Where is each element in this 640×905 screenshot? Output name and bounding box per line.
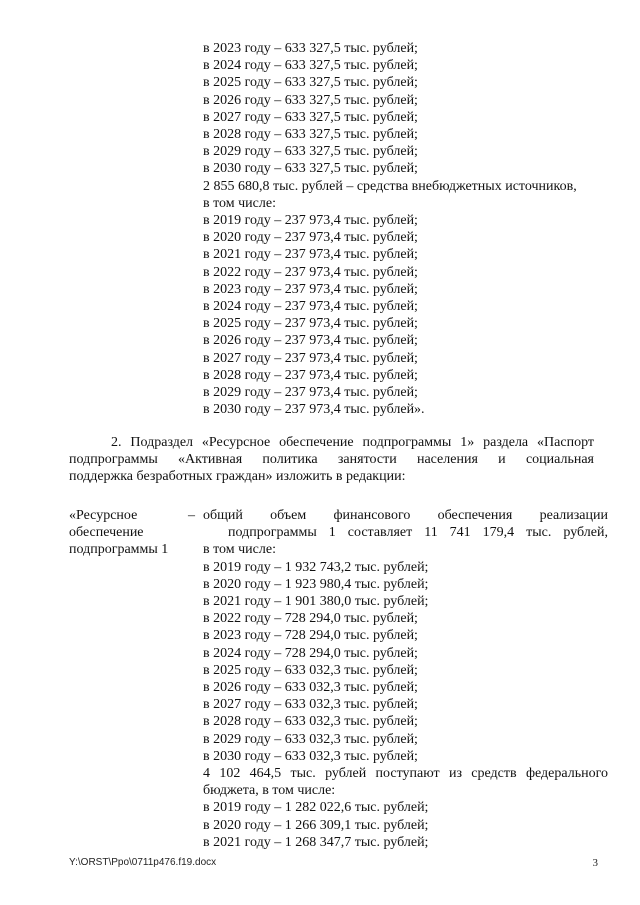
amendment-paragraph: [69, 434, 594, 486]
funding-line: в 2030 году – 237 973,4 тыс. рублей».: [203, 402, 425, 418]
funding-line: в 2020 году – 237 973,4 тыс. рублей;: [203, 230, 418, 246]
funding-line: в 2030 году – 633 032,3 тыс. рублей;: [203, 748, 418, 764]
funding-line: в 2027 году – 633 327,5 тыс. рублей;: [203, 109, 418, 125]
funding-line: в 2023 году – 237 973,4 тыс. рублей;: [203, 281, 418, 297]
funding-line: в 2023 году – 633 327,5 тыс. рублей;: [203, 41, 418, 56]
funding-line: в 2029 году – 633 032,3 тыс. рублей;: [203, 731, 418, 747]
resource-label: [69, 507, 189, 559]
funding-line: в 2022 году – 728 294,0 тыс. рублей;: [203, 611, 418, 627]
resource-year-list: [203, 559, 608, 765]
funding-line: в 2021 году – 237 973,4 тыс. рублей;: [203, 247, 418, 263]
resource-intro-line: подпрограммы 1 составляет 11 741 179,4 тыс. рублей,: [228, 525, 608, 541]
federal-line: 4 102 464,5 тыс. рублей поступают из средств федерального: [203, 766, 608, 782]
funding-line: в 2028 году – 633 032,3 тыс. рублей;: [203, 714, 418, 730]
funding-line: в 2024 году – 728 294,0 тыс. рублей;: [203, 645, 418, 661]
funding-line: в 2029 году – 633 327,5 тыс. рублей;: [203, 144, 418, 160]
resource-label-line: обеспечение: [69, 525, 144, 541]
funding-line: в 2025 году – 237 973,4 тыс. рублей;: [203, 316, 418, 332]
federal-year-list: [203, 799, 608, 851]
funding-line: в 2023 году – 728 294,0 тыс. рублей;: [203, 628, 418, 644]
federal-line: бюджета, в том числе:: [203, 783, 336, 799]
footer-page-number: 3: [592, 857, 598, 869]
funding-line: в 2030 году – 633 327,5 тыс. рублей;: [203, 161, 418, 177]
funding-line: в 2020 году – 1 923 980,4 тыс. рублей;: [203, 576, 429, 592]
funding-line: в 2025 году – 633 032,3 тыс. рублей;: [203, 662, 418, 678]
paragraph-line: подпрограммы «Активная политика занятости населения и социальная: [69, 452, 594, 468]
paragraph-line: поддержка безработных граждан» изложить в редакции:: [69, 469, 406, 485]
funding-line: в 2021 году – 1 268 347,7 тыс. рублей;: [203, 834, 429, 850]
funding-line: в 2019 году – 1 282 022,6 тыс. рублей;: [203, 800, 429, 816]
funding-line: в 2028 году – 237 973,4 тыс. рублей;: [203, 367, 418, 383]
funding-list-continued: [203, 40, 608, 418]
funding-line: в 2026 году – 633 327,5 тыс. рублей;: [203, 92, 418, 108]
funding-line: в 2028 году – 633 327,5 тыс. рублей;: [203, 127, 418, 143]
resource-label-line: подпрограммы 1: [69, 542, 169, 558]
funding-line: в 2024 году – 633 327,5 тыс. рублей;: [203, 58, 418, 74]
funding-line: в 2026 году – 237 973,4 тыс. рублей;: [203, 333, 418, 349]
funding-line: в 2019 году – 1 932 743,2 тыс. рублей;: [203, 559, 429, 575]
funding-line: в 2021 году – 1 901 380,0 тыс. рублей;: [203, 594, 429, 610]
funding-line: в 2029 году – 237 973,4 тыс. рублей;: [203, 385, 418, 401]
resource-intro-line: общий объем финансового обеспечения реализации: [203, 508, 608, 523]
funding-line: в 2024 году – 237 973,4 тыс. рублей;: [203, 299, 418, 315]
funding-line: 2 855 680,8 тыс. рублей – средства внебюджетных источников,: [203, 178, 577, 194]
funding-line: в 2027 году – 237 973,4 тыс. рублей;: [203, 350, 418, 366]
funding-line: в том числе:: [203, 195, 276, 211]
resource-label-line: «Ресурсное: [69, 508, 138, 523]
funding-line: в 2025 году – 633 327,5 тыс. рублей;: [203, 75, 418, 91]
paragraph-line: 2. Подраздел «Ресурсное обеспечение подпрограммы 1» раздела «Паспорт: [111, 435, 594, 450]
resource-intro-line: в том числе:: [203, 542, 276, 558]
funding-line: в 2026 году – 633 032,3 тыс. рублей;: [203, 680, 418, 696]
funding-line: в 2022 году – 237 973,4 тыс. рублей;: [203, 264, 418, 280]
funding-line: в 2027 году – 633 032,3 тыс. рублей;: [203, 697, 418, 713]
label-dash: –: [188, 508, 195, 523]
footer-file-path: Y:\ORST\Ppo\0711p476.f19.docx: [69, 857, 217, 868]
funding-line: в 2019 году – 237 973,4 тыс. рублей;: [203, 213, 418, 229]
funding-line: в 2020 году – 1 266 309,1 тыс. рублей;: [203, 817, 429, 833]
resource-content: [203, 507, 608, 851]
